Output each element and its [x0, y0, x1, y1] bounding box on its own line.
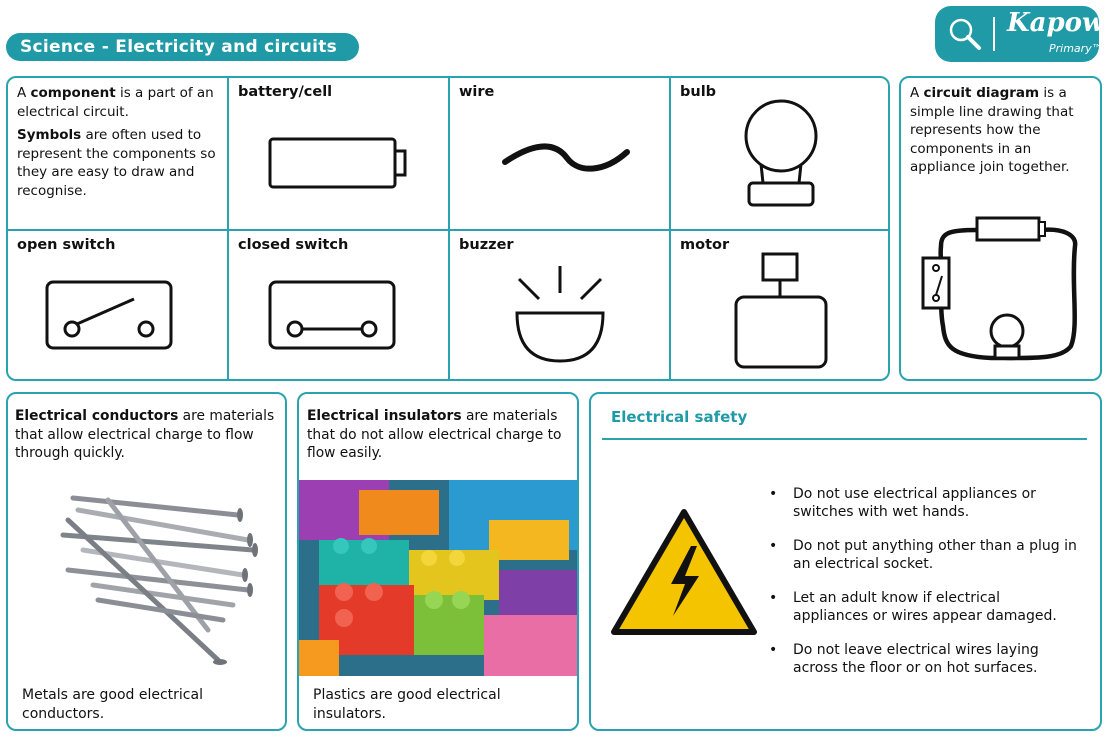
- conductors-text: Electrical conductors are materials that allow electrical charge to flow through quickly.: [15, 408, 275, 461]
- safety-divider: [602, 438, 1087, 440]
- symbol-wire: [450, 78, 669, 229]
- page-title: Science - Electricity and circuits: [6, 33, 359, 61]
- safety-item: • Do not use electrical appliances or switches with wet hands.: [767, 486, 1077, 521]
- circuit-panel: [899, 76, 1102, 381]
- symbol-motor: [671, 231, 890, 379]
- intro-text: [17, 84, 223, 200]
- symbol-label: bulb: [680, 84, 717, 100]
- symbol-bulb: [671, 78, 890, 229]
- safety-list: [767, 486, 1077, 694]
- bulb-icon: [731, 88, 831, 218]
- high-voltage-warning-icon: [609, 506, 759, 640]
- closed-switch-icon: [267, 279, 397, 354]
- insulators-panel: [297, 392, 579, 731]
- kapow-logo: [935, 6, 1105, 62]
- metal-nails-photo: [8, 480, 285, 676]
- circuit-diagram-icon: [911, 206, 1091, 371]
- motor-icon: [731, 249, 831, 374]
- safety-item: • Do not leave electrical wires laying across the floor or on hot surfaces.: [767, 642, 1077, 677]
- symbol-label: buzzer: [459, 237, 514, 253]
- intro-symbols-line: Symbols are often used to represent the components so they are easy to draw and recognise.: [17, 127, 216, 199]
- symbol-closed-switch: [229, 231, 448, 379]
- symbol-label: wire: [459, 84, 495, 100]
- magnifier-icon: [945, 14, 985, 54]
- logo-sub: Primary™: [1049, 42, 1103, 55]
- circuit-text: A circuit diagram is a simple line drawing that represents how the components in an appliance join together.: [910, 85, 1074, 175]
- intro-component-line: A component is a part of an electrical circuit.: [17, 85, 214, 120]
- conductors-panel: [6, 392, 287, 731]
- symbol-buzzer: [450, 231, 669, 379]
- logo-brand: Kapow: [1007, 8, 1105, 38]
- safety-title: Electrical safety: [611, 408, 748, 426]
- safety-panel: [589, 392, 1102, 731]
- conductors-caption: Metals are good electrical conductors.: [22, 687, 203, 722]
- symbol-label: open switch: [17, 237, 116, 253]
- safety-item: • Do not put anything other than a plug in an electrical socket.: [767, 538, 1077, 573]
- safety-item: • Let an adult know if electrical appliances or wires appear damaged.: [767, 590, 1077, 625]
- wire-icon: [495, 138, 635, 178]
- symbol-label: motor: [680, 237, 730, 253]
- symbol-label: closed switch: [238, 237, 349, 253]
- symbol-label: battery/cell: [238, 84, 333, 100]
- battery-icon: [265, 133, 415, 193]
- symbols-panel: [6, 76, 890, 381]
- buzzer-icon: [505, 261, 615, 371]
- plastic-bricks-photo: [299, 480, 577, 676]
- insulators-text: Electrical insulators are materials that do not allow electrical charge to flow easily.: [307, 408, 562, 461]
- open-switch-icon: [44, 279, 174, 354]
- symbol-open-switch: [8, 231, 227, 379]
- insulators-caption: Plastics are good electrical insulators.: [313, 687, 501, 722]
- logo-divider: [993, 17, 995, 51]
- symbol-battery: [229, 78, 448, 229]
